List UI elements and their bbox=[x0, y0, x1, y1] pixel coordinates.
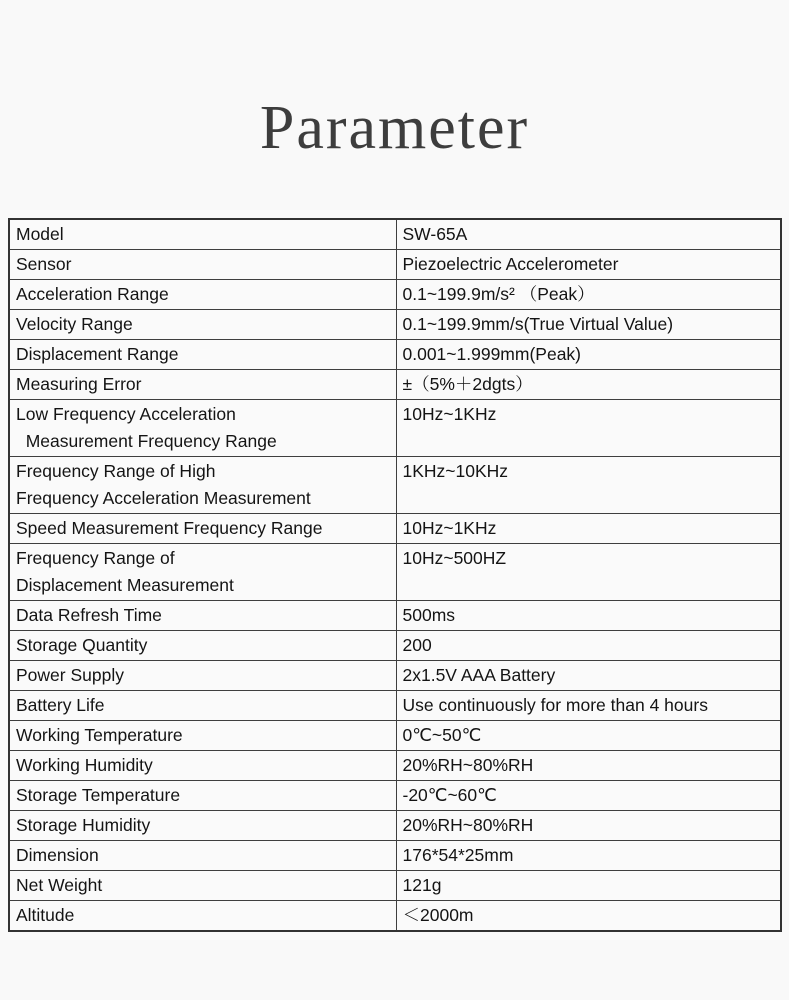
param-value: 20%RH~80%RH bbox=[396, 751, 781, 781]
table-row bbox=[9, 400, 781, 457]
param-value: 0℃~50℃ bbox=[396, 721, 781, 751]
param-label: Data Refresh Time bbox=[9, 601, 396, 631]
param-label: Model bbox=[9, 219, 396, 250]
page-title: Parameter bbox=[259, 94, 530, 162]
param-value: 20%RH~80%RH bbox=[396, 811, 781, 841]
table-row bbox=[9, 457, 781, 514]
table-row bbox=[9, 721, 781, 751]
param-value: 10Hz~500HZ bbox=[396, 544, 781, 601]
table-row bbox=[9, 661, 781, 691]
table-row bbox=[9, 544, 781, 601]
param-label: Measuring Error bbox=[9, 370, 396, 400]
parameter-table bbox=[8, 218, 782, 932]
param-label: Storage Humidity bbox=[9, 811, 396, 841]
table-row bbox=[9, 340, 781, 370]
param-value: SW-65A bbox=[396, 219, 781, 250]
param-value: 200 bbox=[396, 631, 781, 661]
param-label: Velocity Range bbox=[9, 310, 396, 340]
param-label: Displacement Range bbox=[9, 340, 396, 370]
param-label: Frequency Range of High Frequency Acceleration Measurement bbox=[9, 457, 396, 514]
param-value: 10Hz~1KHz bbox=[396, 400, 781, 457]
param-value: 10Hz~1KHz bbox=[396, 514, 781, 544]
table-row bbox=[9, 250, 781, 280]
param-label: Storage Quantity bbox=[9, 631, 396, 661]
table-row bbox=[9, 631, 781, 661]
table-row bbox=[9, 691, 781, 721]
parameter-table-body bbox=[9, 219, 781, 931]
table-row bbox=[9, 751, 781, 781]
param-value: 0.1~199.9mm/s(True Virtual Value) bbox=[396, 310, 781, 340]
table-row bbox=[9, 781, 781, 811]
param-label: Altitude bbox=[9, 901, 396, 932]
param-value: 121g bbox=[396, 871, 781, 901]
param-label: Working Temperature bbox=[9, 721, 396, 751]
param-value: 500ms bbox=[396, 601, 781, 631]
param-value: 2x1.5V AAA Battery bbox=[396, 661, 781, 691]
table-row bbox=[9, 514, 781, 544]
table-row bbox=[9, 219, 781, 250]
param-value: 0.001~1.999mm(Peak) bbox=[396, 340, 781, 370]
param-value: -20℃~60℃ bbox=[396, 781, 781, 811]
param-value: Use continuously for more than 4 hours bbox=[396, 691, 781, 721]
table-row bbox=[9, 310, 781, 340]
param-label: Speed Measurement Frequency Range bbox=[9, 514, 396, 544]
table-row bbox=[9, 841, 781, 871]
param-value: 1KHz~10KHz bbox=[396, 457, 781, 514]
table-row bbox=[9, 901, 781, 932]
param-value: Piezoelectric Accelerometer bbox=[396, 250, 781, 280]
param-value: 0.1~199.9m/s² （Peak） bbox=[396, 280, 781, 310]
param-label: Low Frequency Acceleration Measurement Frequency Range bbox=[9, 400, 396, 457]
table-row bbox=[9, 811, 781, 841]
param-label: Sensor bbox=[9, 250, 396, 280]
param-label: Net Weight bbox=[9, 871, 396, 901]
param-label: Power Supply bbox=[9, 661, 396, 691]
table-row bbox=[9, 370, 781, 400]
param-label: Dimension bbox=[9, 841, 396, 871]
param-value: 176*54*25mm bbox=[396, 841, 781, 871]
param-value: ±（5%＋2dgts） bbox=[396, 370, 781, 400]
param-label: Working Humidity bbox=[9, 751, 396, 781]
param-value: ＜2000m bbox=[396, 901, 781, 932]
param-label: Storage Temperature bbox=[9, 781, 396, 811]
param-label: Battery Life bbox=[9, 691, 396, 721]
table-row bbox=[9, 280, 781, 310]
table-row bbox=[9, 871, 781, 901]
param-label: Acceleration Range bbox=[9, 280, 396, 310]
table-row bbox=[9, 601, 781, 631]
param-label: Frequency Range of Displacement Measurement bbox=[9, 544, 396, 601]
